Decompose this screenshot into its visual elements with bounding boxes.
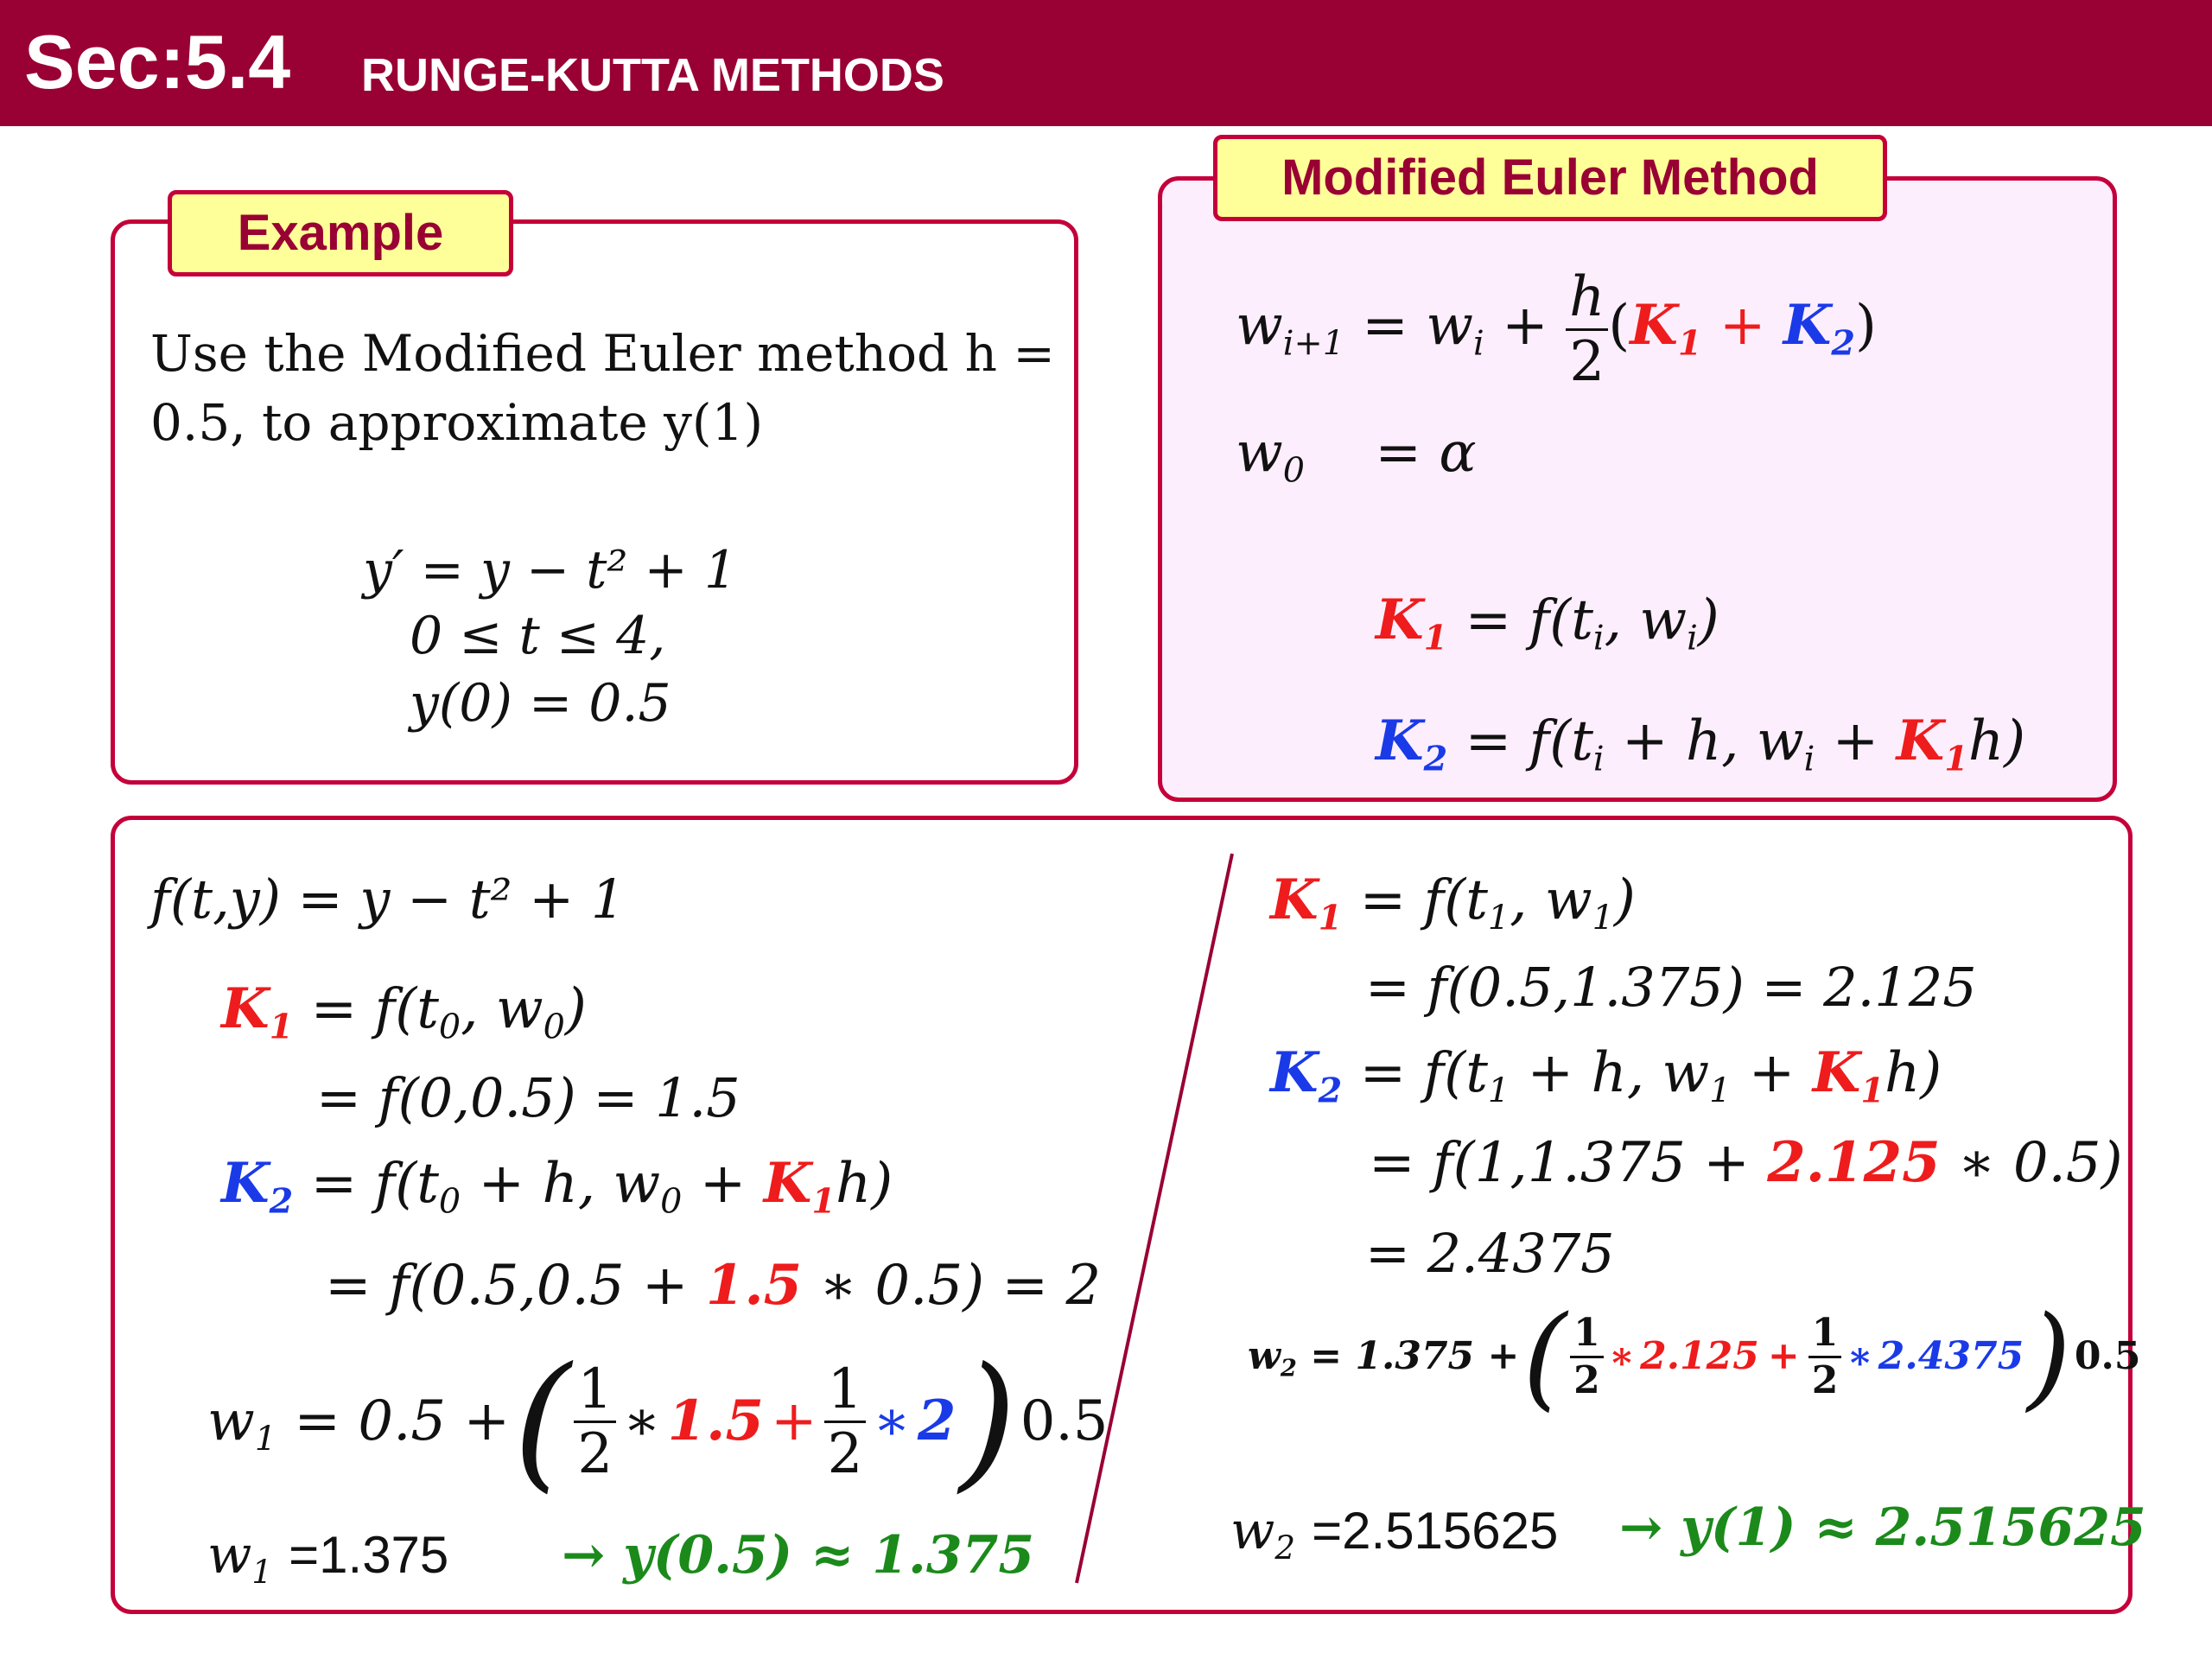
- fraction-h-over-2: $\frac{h}{2}$: [1566, 270, 1608, 390]
- step2-k2-result: = 2.4375: [1365, 1222, 1615, 1285]
- section-title: RUNGE-KUTTA METHODS: [361, 49, 944, 101]
- step2-k2-value: = f(1,1.375 + 2.125 ∗ 0.5): [1369, 1130, 2123, 1195]
- method-initial-formula: $w_0$ = α: [1236, 421, 1477, 491]
- example-ode: y′ = y − t² + 1: [363, 540, 738, 601]
- step1-k1-value: = f(0,0.5) = 1.5: [316, 1066, 741, 1129]
- section-number: Sec:5.4: [24, 19, 291, 105]
- step1-w1-result: $w_1 =1.375$: [207, 1525, 449, 1591]
- step2-w2-formula: $w_2$ = 1.375 + ( $\frac{1}{2}$ ∗ 2.125 + $\frac{1}{2}$ ∗ 2.4375 ) 0.5: [1248, 1291, 2141, 1422]
- step1-k1-formula: $K_1 = f(t_0$, $w_0$): [221, 976, 587, 1047]
- method-label: Modified Euler Method: [1213, 135, 1887, 221]
- step1-k2-formula: $K_2 = f(t_0 + h$, $w_0 + K_1h$): [221, 1151, 893, 1222]
- method-k1-formula: $K_1 = f(t_i$, $w_i$): [1376, 588, 1719, 658]
- step2-w2-result: $w_2 =2.515625$: [1230, 1501, 1559, 1567]
- example-prompt-line1: Use the Modified Euler method h =: [150, 324, 1055, 383]
- step1-k2-value: = f(0.5,0.5 + 1.5 ∗ 0.5) = 2: [325, 1253, 1102, 1318]
- method-update-formula: $w_{i+1} = w_i$ + $\frac{h}{2}$ $(K_1 + K_2)$: [1236, 265, 1877, 394]
- step2-k2-formula: $K_2 = f(t_1 + h$, $w_1 + K_1h$): [1270, 1040, 1942, 1111]
- f-definition: f(t,y) = y − t² + 1: [150, 868, 626, 931]
- step1-w1-formula: $w_1$ = 0.5 + ( $\frac{1}{2}$ ∗ 1.5 + $\frac{1}{2}$ ∗ 2 ) 0.5: [207, 1336, 1109, 1507]
- method-k2-formula: $K_2 = f(t_i + h$, $w_i + K_1h$): [1376, 709, 2026, 779]
- example-prompt-line2: 0.5, to approximate y(1): [150, 393, 764, 452]
- step2-approximation: → y(1) ≈ 2.515625: [1619, 1497, 2146, 1558]
- step2-k1-value: = f(0.5,1.375) = 2.125: [1365, 956, 1977, 1019]
- example-domain: 0 ≤ t ≤ 4,: [410, 606, 666, 666]
- step2-k1-formula: $K_1 = f(t_1$, $w_1$): [1270, 868, 1636, 938]
- header-bar: [0, 0, 2212, 126]
- example-label: Example: [168, 190, 513, 276]
- step1-approximation: → y(0.5) ≈ 1.375: [562, 1525, 1035, 1586]
- example-initial-condition: y(0) = 0.5: [410, 673, 671, 734]
